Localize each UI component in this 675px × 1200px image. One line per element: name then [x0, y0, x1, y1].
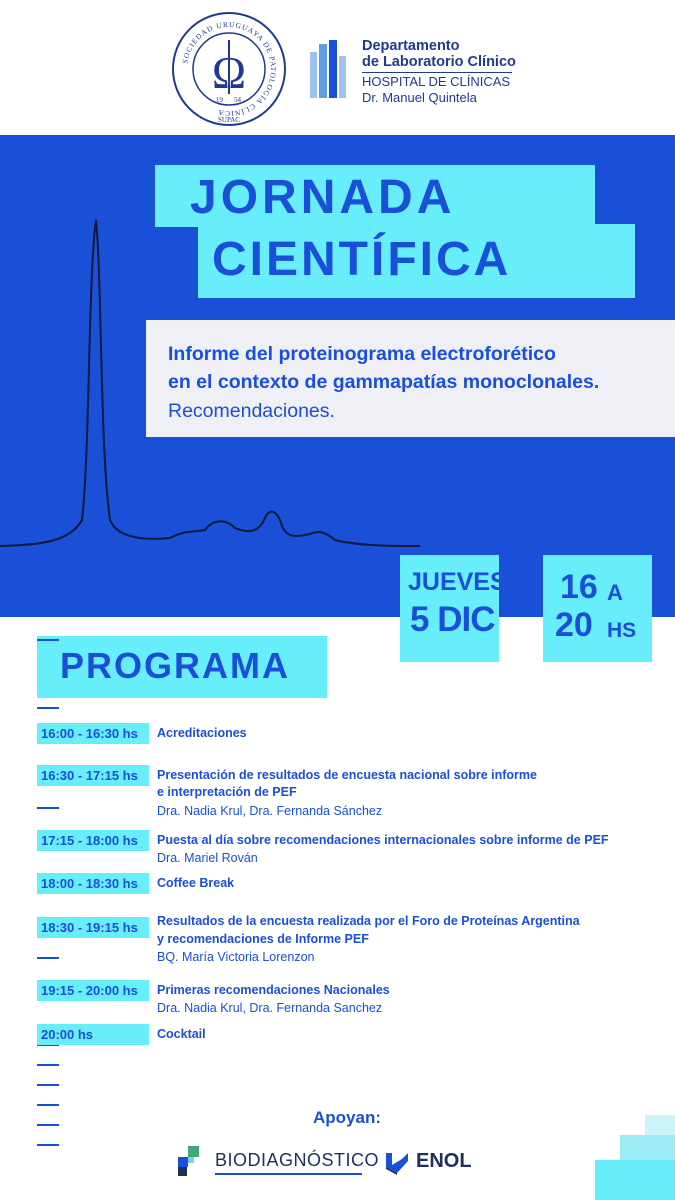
tick-mark — [37, 807, 59, 809]
lab-department-icon — [308, 40, 352, 100]
dept-line-4: Dr. Manuel Quintela — [362, 90, 477, 105]
seal-year-left: 19 — [216, 96, 223, 104]
enol-logo-icon — [384, 1151, 410, 1175]
schedule-speaker: BQ. María Victoria Lorenzon — [157, 950, 315, 964]
schedule-activity: Resultados de la encuesta realizada por el Foro de Proteínas Argentina — [157, 914, 580, 928]
tick-mark — [37, 1144, 59, 1146]
schedule-time: 18:30 - 19:15 hs — [41, 920, 138, 935]
schedule-speaker: Dra. Mariel Rován — [157, 851, 258, 865]
corner-decoration — [595, 1115, 675, 1200]
schedule-activity: Acreditaciones — [157, 726, 247, 740]
svg-text:Ω: Ω — [211, 47, 247, 98]
schedule-activity: y recomendaciones de Informe PEF — [157, 932, 369, 946]
schedule-activity: Presentación de resultados de encuesta nacional sobre informe — [157, 768, 537, 782]
tick-mark — [37, 639, 59, 641]
seal-acronym: SUPAC — [218, 116, 240, 124]
time-end: 20 — [555, 606, 593, 644]
tick-mark — [37, 957, 59, 959]
schedule-activity: Puesta al día sobre recomendaciones internacionales sobre informe de PEF — [157, 833, 609, 847]
schedule-activity: Primeras recomendaciones Nacionales — [157, 983, 390, 997]
subtitle-line-2: en el contexto de gammapatías monoclonales. — [168, 371, 600, 393]
schedule-speaker: Dra. Nadia Krul, Dra. Fernanda Sanchez — [157, 1001, 383, 1015]
time-unit: HS — [607, 619, 637, 642]
schedule-time: 19:15 - 20:00 hs — [41, 983, 138, 998]
sponsors-label: Apoyan: — [313, 1108, 381, 1127]
event-day: JUEVES — [408, 568, 507, 596]
tick-mark — [37, 1124, 59, 1126]
schedule-activity: Cocktail — [157, 1027, 206, 1041]
subtitle-line-3: Recomendaciones. — [168, 400, 335, 422]
schedule-activity: e interpretación de PEF — [157, 785, 297, 799]
event-title-line-2: CIENTÍFICA — [212, 233, 512, 286]
seal-text: SOCIEDAD URUGUAYA DE PATOLOGÍA CLÍNICA — [180, 19, 279, 119]
sponsor-biodiagnostico: BIODIAGNÓSTICO — [215, 1150, 380, 1170]
biodiagnostico-logo-icon — [178, 1146, 208, 1176]
schedule-speaker: Dra. Nadia Krul, Dra. Fernanda Sánchez — [157, 804, 383, 818]
sponsor-underline — [215, 1173, 362, 1175]
tick-mark — [37, 1104, 59, 1106]
dept-line-3: HOSPITAL DE CLÍNICAS — [362, 74, 511, 89]
dept-line-2: de Laboratorio Clínico — [362, 54, 516, 70]
tick-mark — [37, 1064, 59, 1066]
sponsor-enol: ENOL — [416, 1150, 472, 1172]
subtitle-line-1: Informe del proteinograma electroforético — [168, 343, 556, 365]
dept-divider — [362, 72, 512, 73]
dept-line-1: Departamento — [362, 38, 460, 54]
lab-department-name — [362, 38, 516, 106]
time-separator: A — [607, 580, 623, 605]
schedule-time: 17:15 - 18:00 hs — [41, 833, 138, 848]
supac-seal-logo — [170, 10, 288, 128]
schedule-time: 18:00 - 18:30 hs — [41, 876, 138, 891]
seal-year-right: 54 — [234, 96, 241, 104]
event-date: 5 DIC — [410, 600, 495, 639]
schedule-time: 20:00 hs — [41, 1027, 94, 1042]
tick-mark — [37, 707, 59, 709]
tick-mark — [37, 1084, 59, 1086]
event-title-line-1: JORNADA — [190, 171, 456, 224]
time-start: 16 — [560, 568, 598, 606]
schedule-time: 16:30 - 17:15 hs — [41, 768, 138, 783]
program-title: PROGRAMA — [60, 645, 290, 686]
schedule-activity: Coffee Break — [157, 876, 235, 890]
schedule-time: 16:00 - 16:30 hs — [41, 726, 138, 741]
